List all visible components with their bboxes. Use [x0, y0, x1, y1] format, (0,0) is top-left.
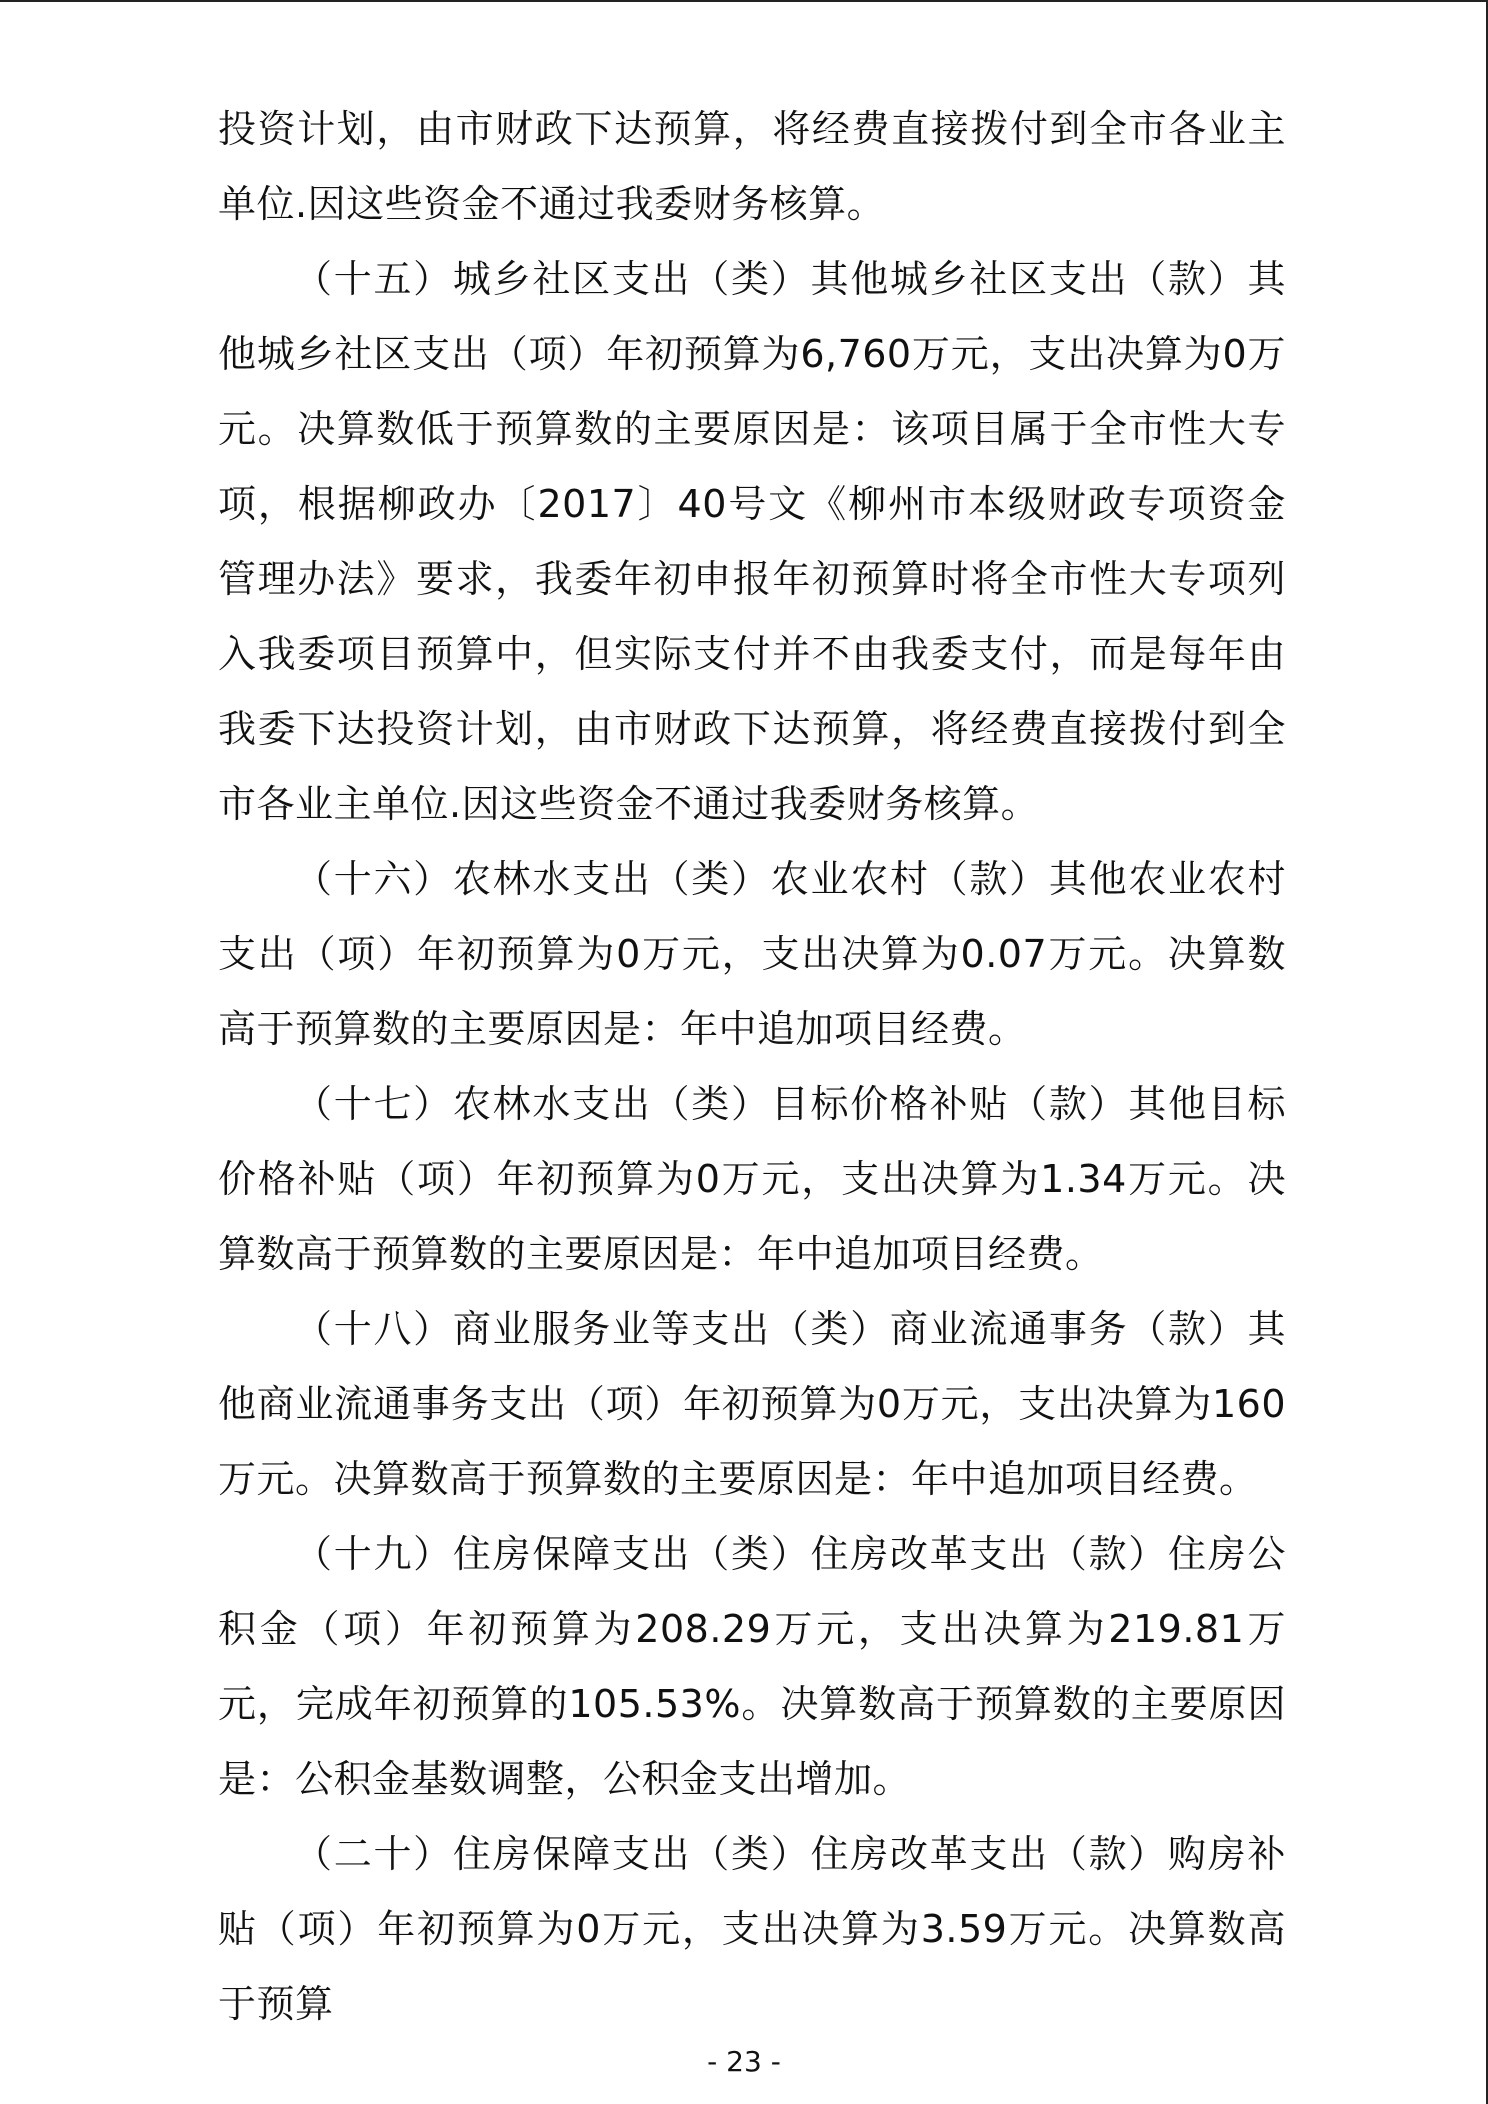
page-number: - 23 - [707, 2045, 781, 2078]
paragraph-continuation: 投资计划，由市财政下达预算，将经费直接拨付到全市各业主单位.因这些资金不通过我委财务核算。 [218, 107, 1286, 226]
paragraph-item-15: （十五）城乡社区支出（类）其他城乡社区支出（款）其他城乡社区支出（项）年初预算为6,760万元，支出决算为0万元。决算数低于预算数的主要原因是：该项目属于全市性大专项，根据柳政办〔2017〕40号文《柳州市本级财政专项资金管理办法》要求，我委年初申报年初预算时将全市性大专项列入我委项目预算中，但实际支付并不由我委支付，而是每年由我委下达投资计划，由市财政下达预算，将经费直接拨付到全市各业主单位.因这些资金不通过我委财务核算。 [218, 257, 1286, 826]
paragraph-item-20: （二十）住房保障支出（类）住房改革支出（款）购房补贴（项）年初预算为0万元，支出决算为3.59万元。决算数高于预算 [218, 1832, 1286, 2026]
paragraph-item-18: （十八）商业服务业等支出（类）商业流通事务（款）其他商业流通事务支出（项）年初预算为0万元，支出决算为160万元。决算数高于预算数的主要原因是：年中追加项目经费。 [218, 1307, 1286, 1501]
paragraph-item-16: （十六）农林水支出（类）农业农村（款）其他农业农村支出（项）年初预算为0万元，支出决算为0.07万元。决算数高于预算数的主要原因是：年中追加项目经费。 [218, 857, 1286, 1051]
paragraph-item-19: （十九）住房保障支出（类）住房改革支出（款）住房公积金（项）年初预算为208.29万元，支出决算为219.81万元，完成年初预算的105.53%。决算数高于预算数的主要原因是：公积金基数调整，公积金支出增加。 [218, 1532, 1286, 1801]
paragraph-item-17: （十七）农林水支出（类）目标价格补贴（款）其他目标价格补贴（项）年初预算为0万元，支出决算为1.34万元。决算数高于预算数的主要原因是：年中追加项目经费。 [218, 1082, 1286, 1276]
document-body [218, 92, 1286, 2042]
